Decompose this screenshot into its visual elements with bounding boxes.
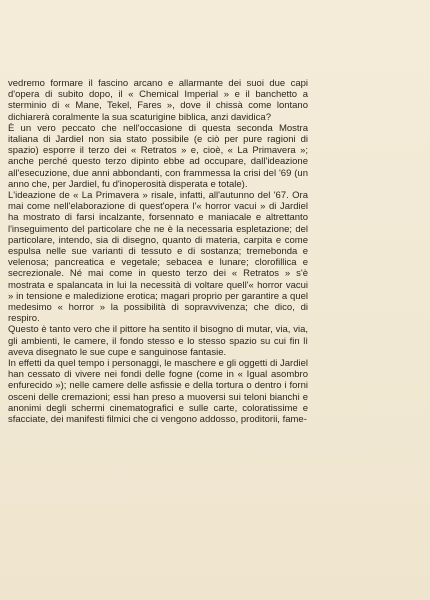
paragraph-3: L'ideazione de « La Primavera » risale, infatti, all'autunno del '67. Ora mai come nell'elaborazione di quest'opera l'« horror vacui » di Jardiel ha mostrato di farsi incalzante, forsennato e maniacale e altrettanto l'inseguimento del particolare che ne è la necessaria espletazione; del particolare, intendo, sia di disegno, quanto di materia, carpita e come espulsa nelle sue varianti di tessuto e di sostanza; tremebonda e velenosa; pancreatica e vegetale; sebacea e lunare; clorofillica e secrezionale. Né mai come in questo terzo dei « Retratos » s'è mostrata e spalancata in lui la necessità di voltare quell'« horror vacui » in tensione e maledizione erotica; magari proprio per garantire a quel medesimo « horror » la possibilità di sopravvivenza; che dico, di respiro.	[8, 190, 308, 325]
paragraph-5: In effetti da quel tempo i personaggi, le maschere e gli oggetti di Jardiel han cessato di vivere nei fondi delle fogne (come in « Igual asombro enfurecido »); nelle camere delle asfissie e della tortura o dentro i forni osceni delle cremazioni; essi han preso a muoversi sui teloni bianchi e anonimi degli schermi cinematografici e sulle carte, coloratissime e sfacciate, dei manifesti filmici che ci vengono addosso, proditorii, fame-	[8, 358, 308, 426]
body-text	[8, 78, 308, 425]
paragraph-4: Questo è tanto vero che il pittore ha sentito il bisogno di mutar, via, via, gli ambienti, le camere, il fondo stesso e lo stesso spazio su cui fin lì aveva disegnato le sue cupe e sanguinose fantasie.	[8, 324, 308, 358]
paragraph-1: vedremo formare il fascino arcano e allarmante dei suoi due capi d'opera di subito dopo, il « Chemical Imperial » e il banchetto a sterminio di « Mane, Tekel, Fares », dove il chissà come lontano dichiarerà coralmente la sua scaturigine biblica, anzi davidica?	[8, 78, 308, 123]
paragraph-2: È un vero peccato che nell'occasione di questa seconda Mostra italiana di Jardiel non sia stato possibile (e ciò per pure ragioni di spazio) esporre il terzo dei « Retratos » e, cioè, « La Primavera »; anche perché questo terzo dipinto ebbe ad occupare, dall'ideazione all'esecuzione, due anni abbondanti, con frammessa la crisi del '69 (un anno che, per Jardiel, fu d'inoperosità disperata e totale).	[8, 122, 308, 190]
